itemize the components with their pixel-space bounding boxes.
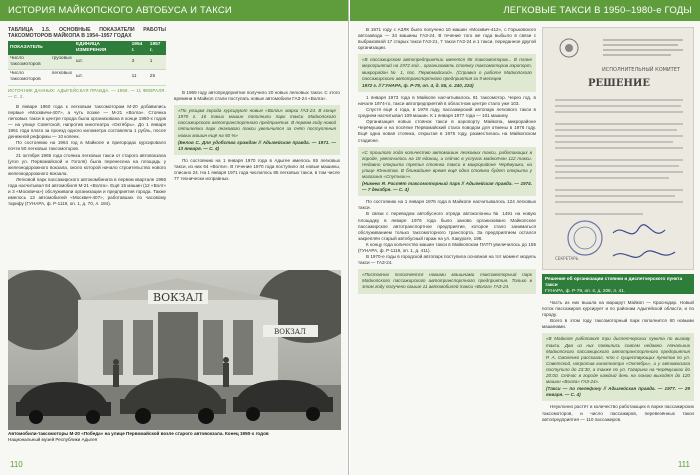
left-column-1	[8, 27, 166, 207]
quote-block	[542, 333, 694, 401]
table-cell: 25	[148, 70, 166, 85]
paragraph: 21 октября 1965 года стоянка легковых такси от старого автовокзала (угол ул. Первомайской и Гоголя) была перенесена на площадь у железнодорожного вокзала, около которой начало строительство нового железнодорожного вокзала.	[8, 152, 166, 176]
document-caption-source: ГУНАРА, ф. Р-79, оп. 4, д. 208, л. 41.	[545, 288, 626, 293]
quote-text: «По улицам города курсируют новые «Волги» марки ГАЗ-24. В конце 1970 г. 16 таких машин пополнили парк такси Майкопского пассажирского автотранспортного предприятия. В первом году новой пятилетки парк легкового такси увеличится за счёт поступления новых машин ещё на 50 %»	[178, 108, 336, 138]
paragraph: В 1971 году с АЗЛК было получено 10 машин «Москвич-412», с Горьковского автозавода — 34 машины ГАЗ-24. В течение того же года выбыло в связи с выбраковкой 17 старых такси ГАЗ-21, 7 такси ГАЗ-24 и 1 такси, переданное другой организации.	[358, 27, 536, 51]
paragraph: В 1969 году автопредприятие получило 20 новых легковых такси. С этого времени в Майкоп стали поступать новые автомобили ГАЗ-24 «Волга».	[174, 90, 340, 102]
right-page-number: 111	[677, 460, 690, 469]
quote-text: «В пассажирском автопредприятии имеется 86 таксомоторов... В плане мероприятий на 1972 год... организовать стоянку таксомоторов аэропорт, микрорайон № 1, пос. Первомайский». (Справка о работе Майкопского пассажирского автотранспортного предприятия за 9 месяцев	[362, 57, 532, 81]
right-page	[350, 0, 700, 475]
paragraph: По состоянию на 1964 год в Майкопе и пригородах курсировало почти 50 легковых таксомоторов.	[8, 140, 166, 152]
quote-block	[358, 269, 536, 293]
table-cell: 11	[130, 70, 148, 85]
quote-block	[358, 54, 536, 91]
document-stamp-text: СЕКРЕТАРЬ	[555, 256, 579, 261]
document-caption	[542, 274, 694, 294]
photo-caption	[8, 431, 341, 443]
table-cell: Число грузовых таксомоторов	[8, 55, 74, 70]
table-header: ПОКАЗАТЕЛЬ	[8, 41, 74, 55]
paragraph: Спустя ещё 4 года, в 1978 году, пассажирский автопарк легкового такси в среднем насчитывал 109 машин. К 1 января 1977 года — 101 машину.	[358, 107, 536, 119]
table-cell: шт.	[74, 55, 130, 70]
right-column-2	[542, 300, 694, 423]
paragraph: В 1970-е годы в городской автопарк поступила основная на тот момент модель такси — ГАЗ-24.	[358, 254, 536, 266]
stats-table	[8, 41, 166, 86]
paragraph: Неуклонно растёт и количество работающих в парке пассажирских таксомоторов, и число пассажиров, перевезённых такси автопредприятия — 110 пассажиров.	[542, 404, 694, 422]
quote-source: (Такси — по телефону // Адыгейская правда. — 1977. — 29 января. — С. 4)	[546, 386, 690, 398]
bus-station-photo	[8, 270, 341, 430]
quote-block	[174, 105, 340, 155]
left-running-head: ИСТОРИЯ МАЙКОПСКОГО АВТОБУСА И ТАКСИ	[0, 0, 349, 21]
left-page-number: 110	[10, 460, 23, 469]
table-cell: шт.	[74, 70, 130, 85]
document-subheading: ИСПОЛНИТЕЛЬНЫЙ КОМИТЕТ	[602, 67, 680, 73]
station-side-sign: ВОКЗАЛ	[274, 328, 306, 336]
bus-station-illustration	[8, 270, 341, 430]
table-header: ЕДИНИЦА ИЗМЕРЕНИЯ	[74, 41, 130, 55]
paragraph: 1 января 1973 года в Майкопе насчитывалось 91 таксомотор. Через год, в начале 1974-го, такси автопредприятий в областном центре стало уже 103.	[358, 94, 536, 106]
right-column-1	[358, 27, 536, 297]
right-running-head: ЛЕГКОВЫЕ ТАКСИ В 1950–1980-е ГОДЫ	[350, 0, 700, 21]
paragraph: К концу года количество машин такси в Майкопском ПАТП увеличилось до 155 (ГУНАРА, ф. Р-1119, оп. 1, д. 411).	[358, 241, 536, 253]
paragraph: По состоянию на 1 января 1970 года в Адыгее имелось 65 легковых такси, из них 64 «Волги». В течение 1970 года поступило 44 новые машины, списано 24. На 1 января 1971 года числилось 85 легковых такси, в том числе 77 технически исправных.	[174, 157, 340, 182]
table-row	[8, 55, 166, 70]
table-header: 1954 г.	[130, 41, 148, 55]
paragraph: Всего в этом году таксомоторный парк пополнится 60 новыми машинами.	[542, 318, 694, 330]
table-title: ТАБЛИЦА 1.5. ОСНОВНЫЕ ПОКАЗАТЕЛИ РАБОТЫ ТАКСОМОТОРОВ МАЙКОПА В 1954–1957 ГОДАХ	[8, 27, 166, 39]
table-cell: 3	[130, 55, 148, 70]
left-column-2	[174, 90, 340, 182]
table-cell: 1	[148, 55, 166, 70]
station-sign-text: ВОКЗАЛ	[153, 291, 203, 304]
decision-document-photo	[542, 27, 694, 270]
photo-caption-title: Автомобили-таксомоторы М-20 «Победа» на улице Первомайской возле старого автовокзала. Конец 1950-х годов	[8, 431, 269, 436]
left-page	[0, 0, 349, 475]
document-heading: РЕШЕНИЕ	[588, 78, 650, 89]
photo-caption-credit: Национальный музей Республики Адыгея	[8, 437, 98, 442]
document-caption-title: Решение об организации стоянки и диспетчерского пункта такси	[545, 276, 683, 287]
table-cell: Число легковых таксомоторов	[8, 70, 74, 85]
paragraph: Часть из них вышла на маршрут Майкоп — Краснодар. Новый поток пассажиров курсирует и по районам Адыгейской области, и по городу.	[542, 300, 694, 318]
paragraph: В январе 1960 года к легковым таксомоторам М-20 добавились первые «Москвичи-407», а чуть позже — М-21 «Волга». Стоянка легковых такси в центре города была организована в конце 1960-х годов — на улице Советской, напротив кинотеатра «Октябрь». До 1 января 1961 года плата за проезд одного километра составляла 1 рубль, после денежной реформы — 10 копеек.	[8, 103, 166, 140]
document-illustration	[543, 28, 694, 270]
table-header: 1957 г.	[148, 41, 166, 55]
paragraph: В связи с переводом автобусного отряда автоколонны № 1491 на новую площадку в январе 1976 года было заново организовано Майкопское пассажирское автотранспортное предприятие, которое стало заниматься обслуживанием только таксомоторного транспорта. За предприятием остался закреплён старый автобусный гараж на ул. Хакурате, 196.	[358, 211, 536, 241]
quote-text: «Постоянно пополняется новыми машинами таксомоторный парк Майкопского пассажирского автотранспортного предприятия. Только в этом году получено свыше 11 автомобилей такси «Волга» ГАЗ-24.	[362, 272, 532, 290]
table-header-row	[8, 41, 166, 55]
table-source: ИСТОЧНИК ДАННЫХ: АДЫГЕЙСКАЯ ПРАВДА. — 1958. — 11 ФЕВРАЛЯ. — С. 2.	[8, 87, 166, 99]
table-row	[8, 70, 166, 85]
quote-text: «В Майкопе работают три диспетчерских пункта по вызову такси. Два из них появились совсем недавно. Начальник Майкопского пассажирского автотранспортного предприятия Р. А. Смоленко рассказал, что с существующих пунктов по ул. Советской, напротив кинотеатра «Октябрь», и у автовокзала поступило до 23:30, а также по ул. Гагарина на Черёмушках до 20:00. Сейчас в городе каждый день на линию выходят до 120 машин «Волга» ГАЗ-24».	[546, 336, 690, 385]
quote-source: 1972 г. // ГУНАРА, ф. Р-79, оп. 4, д. 55, л. 240, 224)	[362, 82, 474, 88]
quote-source: (Белов С. Для удобства граждан // Адыгейская правда. — 1971. — 13 января. — С. 4)	[178, 139, 336, 151]
paragraph: Организация новых стоянок такси в аэропорту Майкопа, микрорайоне Черёмушки и на посёлке Первомайский стала поводом для отмены в 1976 году. Ещё одна новая стоянка, открытая в 1975 году, разместилась на Майкопском стадионе.	[358, 119, 536, 143]
paragraph: По состоянию на 1 января 1976 года в Майкопе насчитывалось 124 легковых такси.	[358, 199, 536, 211]
quote-source: (Никеев Я. Растёт таксомоторный парк // Адыгейская правда. — 1974. — 7 декабря. — С. 4)	[362, 181, 532, 193]
quote-block	[358, 147, 536, 197]
quote-text: «С прошлого года количество автомашин легковых такси, работающих в городе, увеличилось на 18 единиц, и сейчас в услугах майкопчан 112 такси. Недавно открыта третья стоянка такси в микрорайоне Черёмушки, на улице Юннатов. В ближайшее время ещё одна стоянка будет открыта у магазина «Спутник»».	[362, 149, 532, 179]
paragraph: Легковой парк пассажирского автокомбината в первом квартале 1966 года насчитывал 64 автомобиля М-21 «Волга». Ещё 15 машин (12 «Волг» и 3 «Москвича») обслуживали организации и предприятия города. Также имелось 13 автомобилей «Москвич-407», работавших по часовому тарифу (ГУНАРА, ф. Р-1119, оп. 1, д. 70, л. 184).	[8, 176, 166, 207]
